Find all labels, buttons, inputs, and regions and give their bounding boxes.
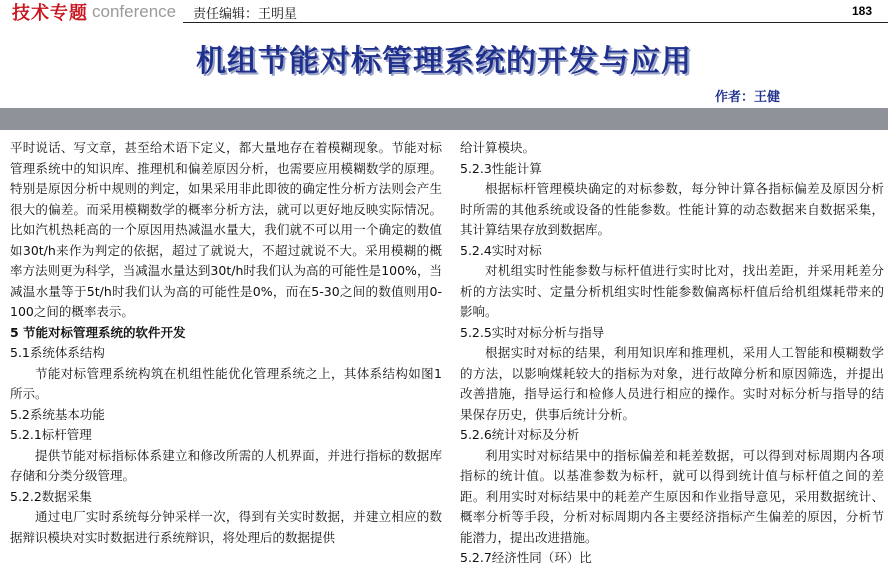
section-subtitle: conference [92,2,177,21]
section-brand [12,0,176,24]
subsection-heading: 5.2.1标杆管理 [10,427,92,442]
header-divider [183,22,888,23]
body-paragraph: 利用实时对标结果中的指标偏差和耗差数据，可以得到对标周期内各项指标的统计值。以基准参数为标杆，就可以得到统计值与标杆值之间的差距。利用实时对标结果中的耗差产生原因和作业指导意见，采用数据统计、概率分析等手段，分析对标周期内各主要经济指标产生偏差的原因，分析节能潜力，提出改进措施。 [460,447,884,545]
author-name: 王健 [753,90,780,105]
article-author [715,86,780,105]
body-paragraph: 提供节能对标指标体系建立和修改所需的人机界面，并进行指标的数据库存储和分类分级管理。 [10,447,442,483]
page-header [0,0,888,24]
page-number: 183 [851,4,872,18]
subsection-heading: 5.2系统基本功能 [10,406,105,422]
section-heading: 5 节能对标管理系统的软件开发 [10,324,186,340]
subsection-heading: 5.2.6统计对标及分析 [460,427,580,442]
responsible-editor: 责任编辑：王明星 [193,7,298,22]
author-label: 作者： [714,90,754,105]
subsection-heading: 5.2.5实时对标分析与指导 [460,324,605,340]
subsection-heading: 5.2.7经济性同（环）比 [460,550,592,565]
left-column [10,138,442,548]
subsection-heading: 5.2.3性能计算 [460,160,542,176]
subsection-heading: 5.1系统体系结构 [10,345,105,360]
body-paragraph: 节能对标管理系统构筑在机组性能优化管理系统之上，其体系结构如图1所示。 [10,365,442,401]
subsection-heading: 5.2.4实时对标 [460,242,542,258]
article-title: 机组节能对标管理系统的开发与应用 [196,44,692,79]
title-band [0,108,888,130]
section-name: 技术专题 [12,3,88,24]
subsection-heading: 5.2.2数据采集 [10,488,92,504]
body-paragraph: 平时说话、写文章，甚至给术语下定义，都大量地存在着模糊现象。节能对标管理系统中的知识库、推理机和偏差原因分析，也需要应用模糊数学的原理。特别是原因分析中规则的判定，如果采用非此即彼的确定性分析方法则会产生很大的偏差。而采用模糊数学的概率分析方法，就可以更好地反映实际情况。比如汽机热耗高的一个原因用热减温水量大，我们就不可以用一个确定的数值如30t/h来作为判定的依据，超过了就说大，不超过就说不大。采用模糊的概率方法则更为科学，当减温水量达到30t/h时我们认为高的可能性是100%，当减温水量等于5t/h时我们认为高的可能性是0%，而在5-30之间的数值则用0-100之间的概率表示。 [10,140,442,319]
body-paragraph: 对机组实时性能参数与标杆值进行实时比对，找出差距，并采用耗差分析的方法实时、定量分析机组实时性能参数偏离标杆值后给机组煤耗带来的影响。 [460,263,884,319]
body-paragraph: 根据实时对标的结果，利用知识库和推理机，采用人工智能和模糊数学的方法，以影响煤耗较大的指标为对象，进行故障分析和原因筛选，并提出改善措施，指导运行和检修人员进行相应的操作。实时对标分析与指导的结果保存历史，供事后统计分析。 [460,345,884,422]
body-paragraph: 根据标杆管理模块确定的对标参数，每分钟计算各指标偏差及原因分析时所需的其他系统或设备的性能参数。性能计算的动态数据来自数据采集，其计算结果存放到数据库。 [460,181,884,237]
body-paragraph: 通过电厂实时系统每分钟采样一次，得到有关实时数据，并建立相应的数据辩识模块对实时数据进行系统辩识，将处理后的数据提供 [10,509,442,545]
body-paragraph: 给计算模块。 [460,140,536,155]
right-column [460,138,884,569]
